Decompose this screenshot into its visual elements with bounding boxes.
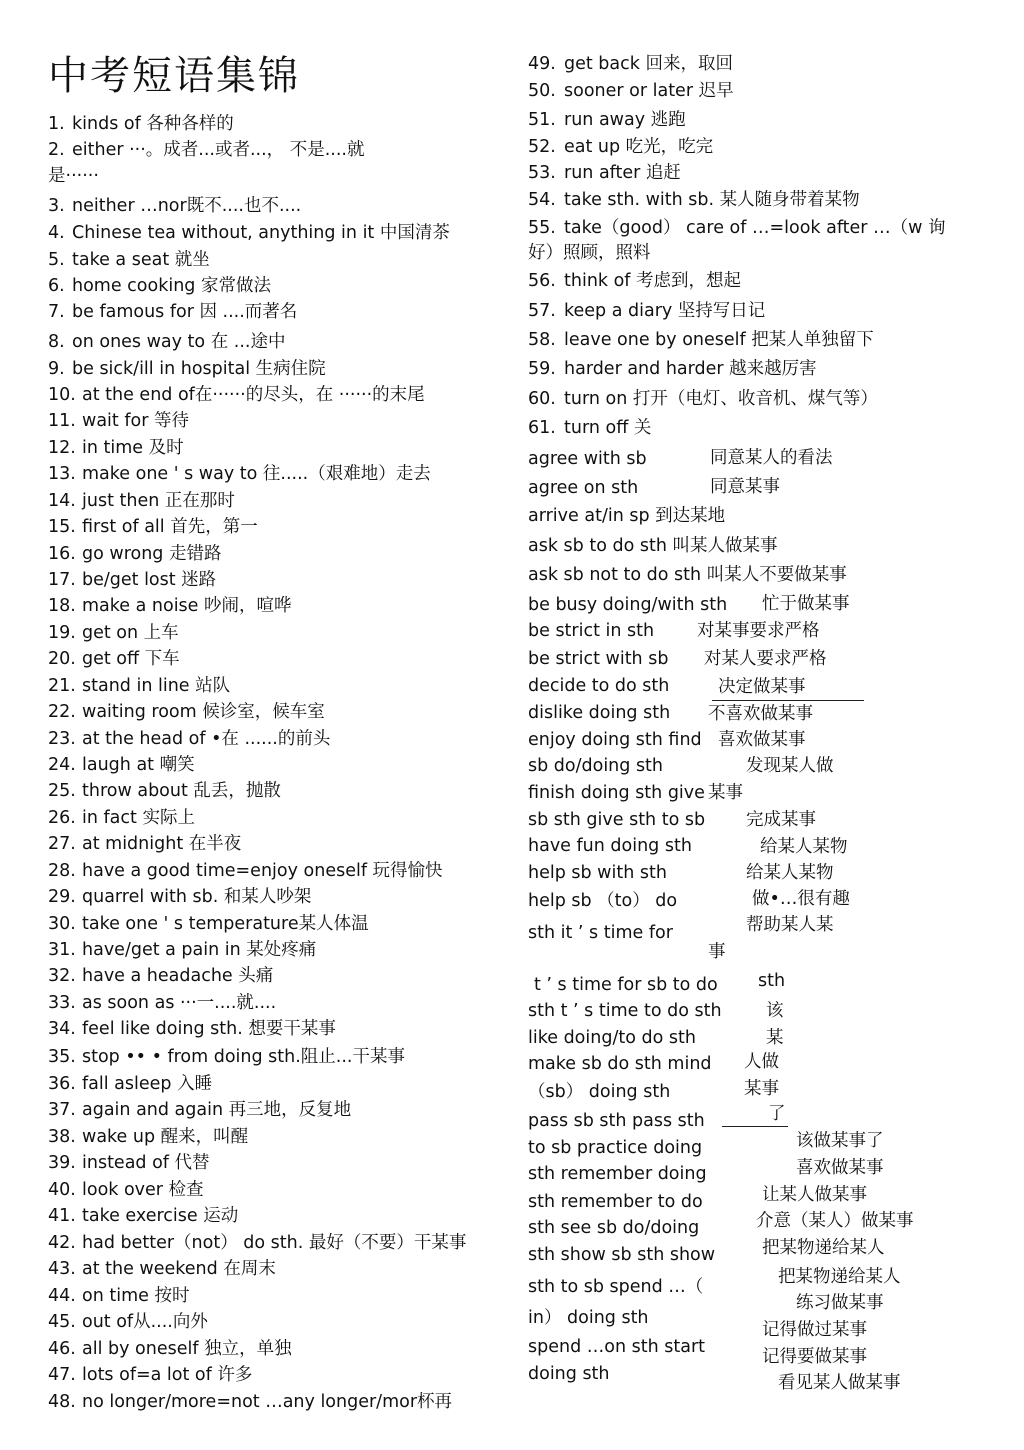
text-line: spend …on sth start bbox=[528, 1337, 706, 1357]
entry-number: 27. bbox=[48, 834, 76, 854]
underline-rule bbox=[722, 1126, 788, 1127]
phrase-entry bbox=[48, 833, 241, 855]
phrase-entry bbox=[528, 162, 681, 184]
meaning-text: 发现某人做 bbox=[746, 756, 834, 776]
underline-rule bbox=[712, 700, 864, 701]
entry-text: either ···。成者...或者...， 不是....就 bbox=[72, 140, 365, 160]
phrase-entry bbox=[48, 595, 292, 617]
entry-text: instead of 代替 bbox=[82, 1153, 210, 1173]
phrase-entry bbox=[48, 165, 99, 187]
entry-text: laugh at 嘲笑 bbox=[82, 755, 195, 775]
meaning-text: 记得做过某事 bbox=[762, 1320, 867, 1340]
entry-number: 58. bbox=[528, 330, 556, 350]
entry-number: 9. bbox=[48, 359, 65, 379]
entry-text: take sth. with sb. 某人随身带着某物 bbox=[564, 190, 860, 210]
entry-text: 好）照顾，照料 bbox=[528, 243, 651, 263]
text-line: agree on sth bbox=[528, 478, 639, 498]
entry-number: 16. bbox=[48, 544, 76, 564]
phrase-entry bbox=[48, 139, 364, 161]
entry-text: turn on 打开（电灯、收音机、煤气等） bbox=[564, 389, 878, 409]
meaning-text: 完成某事 bbox=[746, 810, 816, 830]
phrase-entry bbox=[48, 1073, 212, 1095]
phrase-entry bbox=[48, 1205, 238, 1227]
text-line: have fun doing sth bbox=[528, 836, 692, 856]
text-line: decide to do sth bbox=[528, 676, 670, 696]
entry-text: have/get a pain in 某处疼痛 bbox=[82, 940, 317, 960]
entry-number: 39. bbox=[48, 1153, 76, 1173]
entry-text: on ones way to 在 ...途中 bbox=[72, 332, 286, 352]
text-line: help sb （to） do bbox=[528, 891, 678, 911]
meaning-text: 把某物递给某人 bbox=[762, 1238, 885, 1258]
entry-text: turn off 关 bbox=[564, 418, 652, 438]
phrase-entry bbox=[48, 437, 184, 459]
phrase-entry bbox=[48, 384, 425, 406]
phrase-entry bbox=[48, 410, 189, 432]
text-line: （sb） doing sth bbox=[528, 1082, 671, 1102]
phrase-entry bbox=[48, 1179, 204, 1201]
phrase-entry bbox=[48, 1126, 248, 1148]
phrase-entry bbox=[48, 913, 369, 935]
entry-text: look over 检查 bbox=[82, 1180, 204, 1200]
text-line: doing sth bbox=[528, 1364, 610, 1384]
entry-number: 38. bbox=[48, 1127, 76, 1147]
entry-number: 52. bbox=[528, 137, 556, 157]
meaning-text: 给某人某物 bbox=[760, 837, 848, 857]
text-line: in） doing sth bbox=[528, 1308, 649, 1328]
phrase-entry bbox=[48, 222, 450, 244]
text-line: ask sb not to do sth 叫某人不要做某事 bbox=[528, 565, 847, 585]
entry-number: 47. bbox=[48, 1365, 76, 1385]
entry-text: harder and harder 越来越厉害 bbox=[564, 359, 817, 379]
phrase-entry bbox=[48, 780, 281, 802]
entry-number: 26. bbox=[48, 808, 76, 828]
text-line: sth it ’ s time for bbox=[528, 923, 673, 943]
meaning-text: 帮助某人某 bbox=[746, 915, 834, 935]
entry-number: 42. bbox=[48, 1233, 76, 1253]
entry-number: 22. bbox=[48, 702, 76, 722]
phrase-entry bbox=[48, 275, 271, 297]
phrase-entry bbox=[48, 1232, 466, 1254]
phrase-entry bbox=[48, 886, 311, 908]
phrase-entry bbox=[48, 939, 316, 961]
meaning-text: 某事 bbox=[708, 783, 743, 803]
entry-number: 60. bbox=[528, 389, 556, 409]
entry-number: 41. bbox=[48, 1206, 76, 1226]
entry-number: 56. bbox=[528, 271, 556, 291]
phrase-entry bbox=[528, 109, 686, 131]
phrase-entry bbox=[48, 622, 179, 644]
entry-text: take（good） care of …=look after …（w 询 bbox=[564, 218, 946, 238]
entry-number: 54. bbox=[528, 190, 556, 210]
meaning-text: 同意某人的看法 bbox=[710, 448, 833, 468]
entry-text: make one ' s way to 往.....（艰难地）走去 bbox=[82, 464, 431, 484]
entry-text: at the head of •在 ......的前头 bbox=[82, 729, 331, 749]
text-line: arrive at/in sp 到达某地 bbox=[528, 506, 726, 526]
entry-number: 11. bbox=[48, 411, 76, 431]
phrase-entry bbox=[48, 807, 195, 829]
meaning-text: 记得要做某事 bbox=[762, 1347, 867, 1367]
text-line: be busy doing/with sth bbox=[528, 595, 728, 615]
entry-number: 61. bbox=[528, 418, 556, 438]
entry-text: stand in line 站队 bbox=[82, 676, 231, 696]
entry-number: 10. bbox=[48, 385, 76, 405]
entry-text: be sick/ill in hospital 生病住院 bbox=[72, 359, 326, 379]
phrase-entry bbox=[48, 1285, 189, 1307]
meaning-text: 事 bbox=[708, 942, 726, 962]
text-line: sth see sb do/doing bbox=[528, 1218, 700, 1238]
phrase-entry bbox=[48, 754, 195, 776]
text-line: pass sb sth pass sth bbox=[528, 1111, 705, 1131]
text-line: help sb with sth bbox=[528, 863, 667, 883]
entry-text: wait for 等待 bbox=[82, 411, 189, 431]
phrase-entry bbox=[528, 189, 860, 211]
phrase-entry bbox=[528, 217, 945, 239]
phrase-entry bbox=[48, 701, 325, 723]
entry-text: take one ' s temperature某人体温 bbox=[82, 914, 369, 934]
entry-number: 21. bbox=[48, 676, 76, 696]
entry-number: 55. bbox=[528, 218, 556, 238]
phrase-entry bbox=[48, 569, 216, 591]
entry-text: feel like doing sth. 想要干某事 bbox=[82, 1019, 336, 1039]
meaning-text: 看见某人做某事 bbox=[778, 1373, 901, 1393]
entry-text: home cooking 家常做法 bbox=[72, 276, 271, 296]
entry-text: had better（not） do sth. 最好（不要）干某事 bbox=[82, 1233, 467, 1253]
entry-number: 3. bbox=[48, 196, 65, 216]
meaning-text: 喜欢做某事 bbox=[796, 1158, 884, 1178]
entry-text: 是······ bbox=[48, 166, 99, 186]
text-line: like doing/to do sth bbox=[528, 1028, 696, 1048]
meaning-text: 介意（某人）做某事 bbox=[756, 1211, 914, 1231]
entry-number: 4. bbox=[48, 223, 65, 243]
meaning-text: 让某人做某事 bbox=[762, 1185, 867, 1205]
entry-number: 46. bbox=[48, 1339, 76, 1359]
phrase-entry bbox=[48, 463, 431, 485]
entry-text: at midnight 在半夜 bbox=[82, 834, 242, 854]
entry-text: get back 回来，取回 bbox=[564, 54, 733, 74]
phrase-entry bbox=[528, 53, 733, 75]
meaning-text: 该 bbox=[766, 1001, 784, 1021]
entry-number: 5. bbox=[48, 250, 65, 270]
entry-number: 31. bbox=[48, 940, 76, 960]
entry-text: out of从....向外 bbox=[82, 1312, 208, 1332]
phrase-entry bbox=[528, 300, 765, 322]
phrase-entry bbox=[48, 113, 234, 135]
phrase-entry bbox=[48, 992, 276, 1014]
entry-number: 14. bbox=[48, 491, 76, 511]
text-line: be strict with sb bbox=[528, 649, 669, 669]
entry-number: 13. bbox=[48, 464, 76, 484]
phrase-entry bbox=[528, 242, 651, 264]
meaning-text: 某事 bbox=[744, 1079, 779, 1099]
entry-text: eat up 吃光，吃完 bbox=[564, 137, 714, 157]
entry-number: 23. bbox=[48, 729, 76, 749]
phrase-entry bbox=[48, 1258, 276, 1280]
entry-text: sooner or later 迟早 bbox=[564, 81, 734, 101]
entry-number: 12. bbox=[48, 438, 76, 458]
entry-number: 24. bbox=[48, 755, 76, 775]
entry-text: get off 下车 bbox=[82, 649, 180, 669]
entry-number: 36. bbox=[48, 1074, 76, 1094]
entry-text: be/get lost 迷路 bbox=[82, 570, 217, 590]
entry-text: just then 正在那时 bbox=[82, 491, 235, 511]
phrase-entry bbox=[48, 331, 285, 353]
entry-number: 8. bbox=[48, 332, 65, 352]
entry-number: 28. bbox=[48, 861, 76, 881]
phrase-entry bbox=[48, 1152, 210, 1174]
phrase-entry bbox=[48, 675, 230, 697]
phrase-entry bbox=[48, 301, 297, 323]
entry-number: 15. bbox=[48, 517, 76, 537]
meaning-text: 喜欢做某事 bbox=[718, 730, 806, 750]
text-line: be strict in sth bbox=[528, 621, 655, 641]
phrase-entry bbox=[48, 728, 330, 750]
phrase-entry bbox=[48, 195, 301, 217]
entry-text: as soon as ···一....就.... bbox=[82, 993, 277, 1013]
entry-number: 1. bbox=[48, 114, 65, 134]
phrase-entry bbox=[48, 249, 210, 271]
meaning-text: 练习做某事 bbox=[796, 1293, 884, 1313]
entry-text: fall asleep 入睡 bbox=[82, 1074, 213, 1094]
page-title: 中考短语集锦 bbox=[48, 53, 300, 99]
entry-text: lots of=a lot of 许多 bbox=[82, 1365, 253, 1385]
entry-number: 59. bbox=[528, 359, 556, 379]
meaning-text: 忙于做某事 bbox=[762, 594, 850, 614]
text-line: sb do/doing sth bbox=[528, 756, 664, 776]
entry-text: all by oneself 独立，单独 bbox=[82, 1339, 292, 1359]
phrase-entry bbox=[48, 1391, 452, 1413]
entry-text: quarrel with sb. 和某人吵架 bbox=[82, 887, 312, 907]
entry-text: take a seat 就坐 bbox=[72, 250, 210, 270]
entry-number: 19. bbox=[48, 623, 76, 643]
phrase-entry bbox=[48, 1364, 252, 1386]
entry-number: 43. bbox=[48, 1259, 76, 1279]
entry-number: 34. bbox=[48, 1019, 76, 1039]
text-line: sth remember doing bbox=[528, 1164, 707, 1184]
entry-number: 6. bbox=[48, 276, 65, 296]
entry-text: waiting room 候诊室，候车室 bbox=[82, 702, 325, 722]
entry-text: have a headache 头痛 bbox=[82, 966, 274, 986]
entry-number: 51. bbox=[528, 110, 556, 130]
meaning-text: 做•…很有趣 bbox=[752, 889, 850, 909]
phrase-entry bbox=[48, 516, 258, 538]
phrase-entry bbox=[528, 136, 713, 158]
phrase-entry bbox=[48, 965, 273, 987]
entry-number: 49. bbox=[528, 54, 556, 74]
entry-number: 50. bbox=[528, 81, 556, 101]
entry-text: keep a diary 坚持写日记 bbox=[564, 301, 766, 321]
entry-number: 48. bbox=[48, 1392, 76, 1412]
entry-text: run after 追赶 bbox=[564, 163, 681, 183]
phrase-entry bbox=[48, 358, 326, 380]
entry-number: 7. bbox=[48, 302, 65, 322]
entry-text: first of all 首先，第一 bbox=[82, 517, 258, 537]
meaning-text: 给某人某物 bbox=[746, 863, 834, 883]
meaning-text: 对某人要求严格 bbox=[704, 649, 827, 669]
entry-number: 35. bbox=[48, 1047, 76, 1067]
text-line: sth t ’ s time to do sth bbox=[528, 1001, 722, 1021]
entry-text: kinds of 各种各样的 bbox=[72, 114, 234, 134]
entry-number: 30. bbox=[48, 914, 76, 934]
entry-text: in time 及时 bbox=[82, 438, 184, 458]
entry-number: 17. bbox=[48, 570, 76, 590]
text-line: t ’ s time for sb to do bbox=[534, 975, 718, 995]
phrase-entry bbox=[528, 270, 741, 292]
entry-text: be famous for 因 ....而著名 bbox=[72, 302, 298, 322]
entry-text: at the end of在······的尽头，在 ······的末尾 bbox=[82, 385, 425, 405]
text-line: enjoy doing sth find bbox=[528, 730, 702, 750]
meaning-text: 了 bbox=[768, 1104, 786, 1124]
text-line: make sb do sth mind bbox=[528, 1054, 712, 1074]
entry-text: at the weekend 在周末 bbox=[82, 1259, 276, 1279]
phrase-entry bbox=[528, 358, 817, 380]
entry-text: wake up 醒来，叫醒 bbox=[82, 1127, 249, 1147]
meaning-text: 该做某事了 bbox=[796, 1131, 884, 1151]
phrase-entry bbox=[48, 543, 221, 565]
entry-number: 44. bbox=[48, 1286, 76, 1306]
entry-text: on time 按时 bbox=[82, 1286, 190, 1306]
entry-text: leave one by oneself 把某人单独留下 bbox=[564, 330, 874, 350]
entry-number: 18. bbox=[48, 596, 76, 616]
phrase-entry bbox=[528, 329, 874, 351]
entry-text: stop •• • from doing sth.阻止...干某事 bbox=[82, 1047, 405, 1067]
text-line: sth remember to do bbox=[528, 1192, 703, 1212]
entry-number: 20. bbox=[48, 649, 76, 669]
meaning-text: sth bbox=[758, 971, 786, 991]
entry-number: 57. bbox=[528, 301, 556, 321]
entry-text: neither …nor既不....也不.... bbox=[72, 196, 302, 216]
text-line: dislike doing sth bbox=[528, 703, 671, 723]
text-line: ask sb to do sth 叫某人做某事 bbox=[528, 536, 778, 556]
phrase-entry bbox=[48, 1099, 351, 1121]
text-line: sb sth give sth to sb bbox=[528, 810, 706, 830]
entry-text: throw about 乱丢，抛散 bbox=[82, 781, 281, 801]
entry-text: Chinese tea without, anything in it 中国清茶 bbox=[72, 223, 450, 243]
entry-number: 33. bbox=[48, 993, 76, 1013]
entry-text: take exercise 运动 bbox=[82, 1206, 239, 1226]
entry-number: 37. bbox=[48, 1100, 76, 1120]
phrase-entry bbox=[48, 860, 443, 882]
meaning-text: 对某事要求严格 bbox=[697, 621, 820, 641]
entry-number: 45. bbox=[48, 1312, 76, 1332]
entry-text: go wrong 走错路 bbox=[82, 544, 222, 564]
entry-number: 25. bbox=[48, 781, 76, 801]
entry-text: think of 考虑到，想起 bbox=[564, 271, 742, 291]
phrase-entry bbox=[528, 388, 878, 410]
phrase-entry bbox=[48, 1046, 405, 1068]
entry-text: run away 逃跑 bbox=[564, 110, 686, 130]
entry-text: get on 上车 bbox=[82, 623, 179, 643]
entry-text: no longer/more=not …any longer/mor杯再 bbox=[82, 1392, 453, 1412]
meaning-text: 把某物递给某人 bbox=[778, 1267, 901, 1287]
phrase-entry bbox=[48, 648, 180, 670]
phrase-entry bbox=[48, 1018, 336, 1040]
text-line: agree with sb bbox=[528, 449, 647, 469]
meaning-text: 人做 bbox=[744, 1052, 779, 1072]
entry-text: in fact 实际上 bbox=[82, 808, 195, 828]
phrase-entry bbox=[528, 417, 651, 439]
entry-number: 53. bbox=[528, 163, 556, 183]
phrase-entry bbox=[528, 80, 734, 102]
text-line: sth show sb sth show bbox=[528, 1245, 716, 1265]
entry-number: 2. bbox=[48, 140, 65, 160]
meaning-text: 同意某事 bbox=[710, 477, 780, 497]
entry-number: 40. bbox=[48, 1180, 76, 1200]
phrase-entry bbox=[48, 1338, 292, 1360]
entry-number: 29. bbox=[48, 887, 76, 907]
text-line: finish doing sth give bbox=[528, 783, 705, 803]
entry-text: make a noise 吵闹，喧哗 bbox=[82, 596, 292, 616]
entry-number: 32. bbox=[48, 966, 76, 986]
meaning-text: 决定做某事 bbox=[718, 677, 806, 697]
meaning-text: 某 bbox=[766, 1028, 784, 1048]
phrase-entry bbox=[48, 1311, 208, 1333]
meaning-text: 不喜欢做某事 bbox=[708, 704, 813, 724]
entry-text: again and again 再三地，反复地 bbox=[82, 1100, 352, 1120]
entry-text: have a good time=enjoy oneself 玩得愉快 bbox=[82, 861, 443, 881]
phrase-entry bbox=[48, 490, 235, 512]
text-line: sth to sb spend …（ bbox=[528, 1277, 704, 1297]
text-line: to sb practice doing bbox=[528, 1138, 703, 1158]
